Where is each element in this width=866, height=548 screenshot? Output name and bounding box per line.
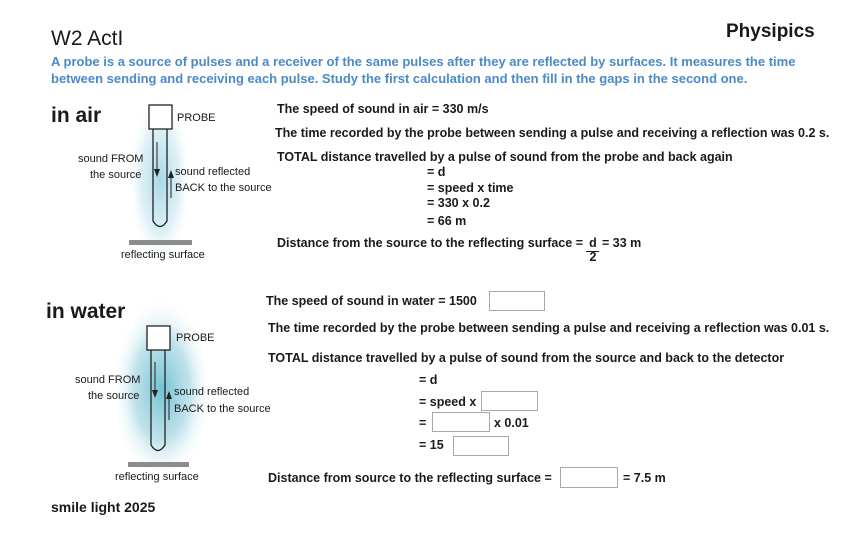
water-distance-input[interactable]: [560, 467, 618, 488]
air-sound-from-label-2: the source: [90, 169, 142, 181]
air-distance-line: Distance from the source to the reflecting surface =: [277, 236, 583, 250]
water-probe-label: PROBE: [176, 332, 215, 344]
water-reflecting-surface: [128, 462, 189, 467]
air-time-line: The time recorded by the probe between sending a pulse and receiving a reflection was 0.2 s.: [275, 126, 830, 140]
intro-paragraph: A probe is a source of pulses and a receiver of the same pulses after they are reflected by surfaces. It measures the time between sending and receiving each pulse. Study the first calculation and then fill in the gaps in the second one.: [51, 54, 796, 86]
air-speed-line: The speed of sound in air = 330 m/s: [277, 102, 489, 116]
air-fraction-denominator: 2: [589, 250, 597, 264]
air-step-substitution: = 330 x 0.2: [427, 196, 490, 210]
water-step-d: = d: [419, 373, 438, 387]
water-step-equals: =: [419, 416, 427, 430]
air-step-result: = 66 m: [427, 214, 467, 228]
water-step-multiplier: x 0.01: [494, 416, 529, 430]
water-distance-result: = 7.5 m: [623, 471, 666, 485]
brand-logo-text: Physipics: [726, 21, 815, 42]
water-time-input[interactable]: [481, 391, 538, 411]
air-fraction-numerator: d: [589, 236, 597, 250]
footer-credit: smile light 2025: [51, 499, 156, 515]
water-distance-line: Distance from source to the reflecting surface =: [268, 471, 552, 485]
air-surface-label: reflecting surface: [121, 249, 205, 261]
air-step-d: = d: [427, 165, 446, 179]
water-total-line: TOTAL distance travelled by a pulse of sound from the source and back to the detector: [268, 351, 785, 365]
air-sound-back-label-1: sound reflected: [175, 166, 251, 178]
water-sound-from-label-1: sound FROM: [75, 374, 141, 386]
air-step-formula: = speed x time: [427, 181, 514, 195]
air-probe-label: PROBE: [177, 112, 216, 124]
water-speed-unit-input[interactable]: [489, 291, 545, 311]
water-speed-line: The speed of sound in water = 1500: [266, 294, 477, 308]
document-title: W2 ActI: [51, 27, 124, 50]
water-sound-back-label-1: sound reflected: [174, 386, 250, 398]
water-step-speed-label: = speed x: [419, 395, 477, 409]
water-sound-from-label-2: the source: [88, 390, 140, 402]
air-total-line: TOTAL distance travelled by a pulse of sound from the probe and back again: [277, 150, 733, 164]
water-probe-box: [147, 326, 170, 350]
air-probe-box: [149, 105, 172, 129]
water-time-line: The time recorded by the probe between sending a pulse and receiving a reflection was 0.01 s.: [268, 321, 830, 335]
air-section-heading: in air: [51, 104, 102, 127]
water-sound-back-label-2: BACK to the source: [174, 403, 271, 415]
water-substitution-input[interactable]: [432, 412, 490, 432]
air-sound-from-label-1: sound FROM: [78, 153, 144, 165]
water-result-unit-input[interactable]: [453, 436, 509, 456]
air-reflecting-surface: [129, 240, 192, 245]
air-distance-result: = 33 m: [602, 236, 642, 250]
water-surface-label: reflecting surface: [115, 471, 199, 483]
air-sound-back-label-2: BACK to the source: [175, 182, 272, 194]
water-step-result: = 15: [419, 438, 444, 452]
water-section-heading: in water: [46, 300, 126, 323]
